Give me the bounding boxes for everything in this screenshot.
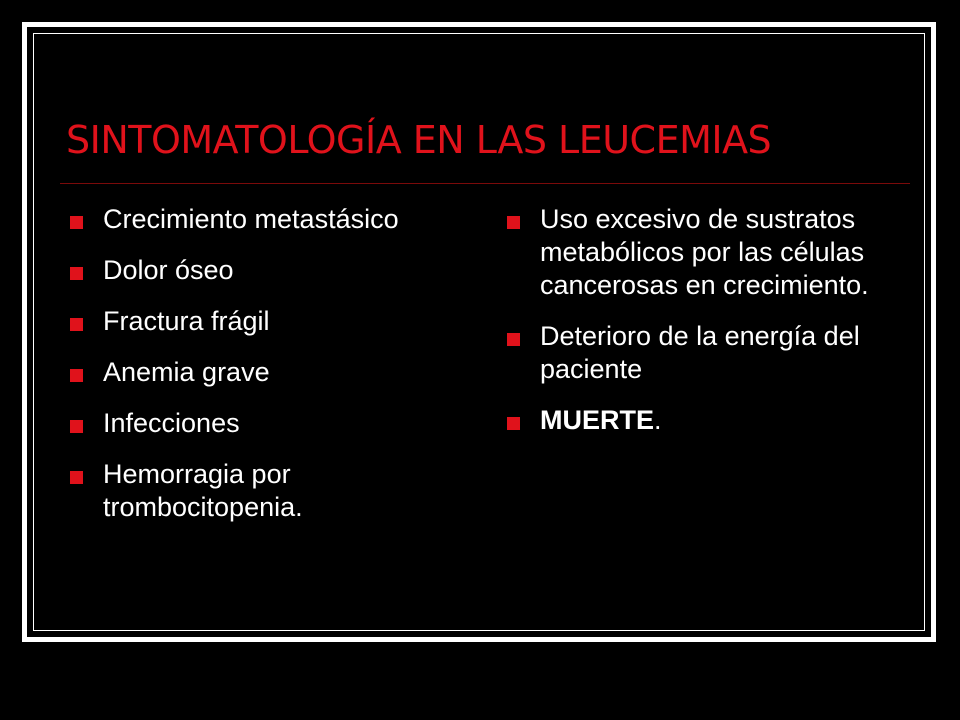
square-bullet-icon	[70, 420, 83, 433]
final-bold-word: MUERTE	[540, 405, 654, 435]
list-item	[70, 407, 410, 440]
list-item-text: Dolor óseo	[103, 255, 234, 285]
left-bullet-list	[70, 203, 410, 542]
final-suffix: .	[654, 405, 662, 435]
slide-title: SINTOMATOLOGÍA EN LAS LEUCEMIAS	[66, 118, 772, 162]
list-item-text: Hemorragia por trombocitopenia.	[103, 459, 303, 522]
list-item	[507, 404, 907, 437]
list-item-text: Anemia grave	[103, 357, 270, 387]
square-bullet-icon	[70, 471, 83, 484]
square-bullet-icon	[70, 216, 83, 229]
list-item	[70, 254, 410, 287]
square-bullet-icon	[507, 333, 520, 346]
title-divider	[60, 183, 910, 184]
list-item	[70, 356, 410, 389]
square-bullet-icon	[70, 369, 83, 382]
list-item-text: Uso excesivo de sustratos metabólicos por las células cancerosas en crecimiento.	[540, 204, 869, 300]
right-bullet-list	[507, 203, 907, 455]
square-bullet-icon	[507, 216, 520, 229]
list-item	[507, 320, 907, 386]
list-item-text: Infecciones	[103, 408, 240, 438]
list-item-text: Fractura frágil	[103, 306, 270, 336]
square-bullet-icon	[507, 417, 520, 430]
list-item	[70, 458, 410, 524]
list-item	[70, 203, 410, 236]
list-item-text: Deterioro de la energía del paciente	[540, 321, 860, 384]
square-bullet-icon	[70, 318, 83, 331]
list-item-text: Crecimiento metastásico	[103, 204, 399, 234]
list-item	[507, 203, 907, 302]
list-item	[70, 305, 410, 338]
square-bullet-icon	[70, 267, 83, 280]
list-item-text-final	[540, 405, 662, 435]
